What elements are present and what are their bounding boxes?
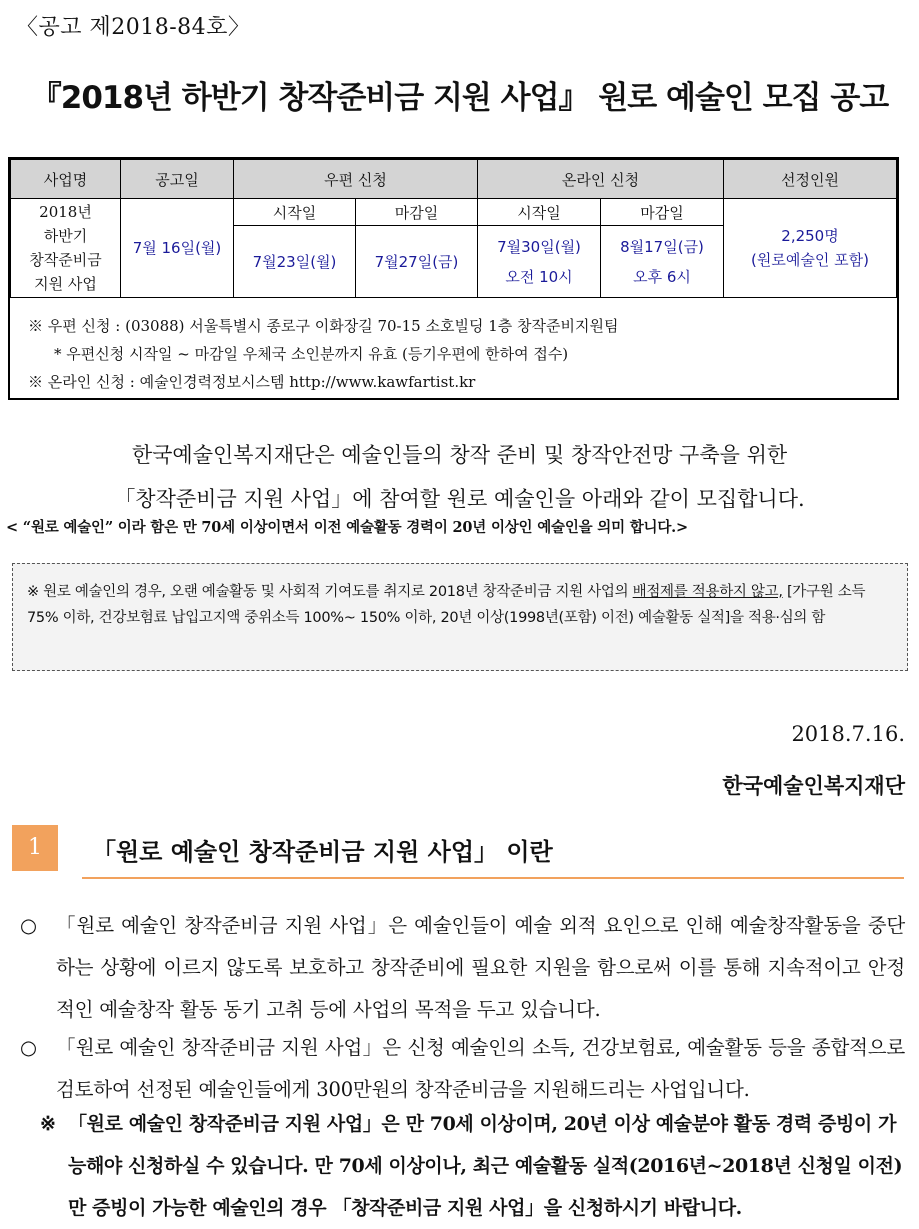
bullet-icon: ○ <box>20 1036 37 1059</box>
intro-line: 「창작준비금 지원 사업」에 참여할 원로 예술인을 아래와 같이 모집합니다. <box>114 487 805 511</box>
note-mail: ※ 우편 신청 : (03088) 서울특별시 종로구 이화장길 70-15 소호빌딩 1층 창작준비지원팀 <box>28 317 619 335</box>
notice-date: 2018.7.16. <box>791 722 905 746</box>
reference-mark-icon: ※ <box>40 1113 56 1135</box>
criteria-box <box>12 563 908 671</box>
business-name-line: 창작준비금 <box>29 251 102 269</box>
note-mail-validity: * 우편신청 시작일 ~ 마감일 우체국 소인분까지 유효 (등기우편에 한하여 접수) <box>54 345 569 363</box>
header-selection: 선정인원 <box>724 160 897 199</box>
definition-note: < “원로 예술인” 이라 함은 만 70세 이상이면서 이전 예술활동 경력이 20년 이상인 예술인을 의미 합니다.> <box>6 519 688 536</box>
mail-start-label: 시작일 <box>234 199 356 226</box>
announce-date: 7월 16일(월) <box>121 199 234 298</box>
intro-line: 한국예술인복지재단은 예술인들의 창작 준비 및 창작안전망 구축을 위한 <box>131 443 788 467</box>
header-mail: 우편 신청 <box>234 160 478 199</box>
online-end-time: 오후 6시 <box>633 267 691 286</box>
eligibility-note <box>40 1103 906 1229</box>
notice-number: 〈공고 제2018-84호〉 <box>16 15 251 40</box>
schedule-table <box>8 157 899 400</box>
header-announce: 공고일 <box>121 160 234 199</box>
mail-start-date: 7월23일(월) <box>234 226 356 298</box>
online-end-label: 마감일 <box>601 199 724 226</box>
eligibility-text: 「원로 예술인 창작준비금 지원 사업」은 만 70세 이상이며, 20년 이상 예술분야 활동 경력 증빙이 가능해야 신청하실 수 있습니다. 만 70세 이상이나, 최근 예술활동 실적(2016년~2018년 신청일 이전)만 증빙이 가능한 예술인의 경우 「창작준비금 지원 사업」을 신청하시기 바랍니다. <box>68 1113 903 1219</box>
business-name-line: 하반기 <box>43 227 88 245</box>
table-notes <box>10 300 897 396</box>
online-end-date: 8월17일(금) <box>620 237 704 256</box>
mail-end-date: 7월27일(금) <box>356 226 478 298</box>
section-number: 1 <box>12 825 58 871</box>
paragraph <box>20 905 905 1031</box>
criteria-underlined: 배점제를 적용하지 않고, <box>632 584 783 600</box>
selection-note: (원로예술인 포함) <box>751 251 869 269</box>
business-name-line: 2018년 <box>39 203 92 221</box>
mail-end-label: 마감일 <box>356 199 478 226</box>
online-start-time: 오전 10시 <box>505 267 573 286</box>
page-title: 『2018년 하반기 창작준비금 지원 사업』 원로 예술인 모집 공고 <box>30 80 889 116</box>
online-start-cell <box>478 226 601 298</box>
selection-cell <box>724 199 897 298</box>
section-title: 「원로 예술인 창작준비금 지원 사업」 이란 <box>82 826 904 879</box>
paragraph-text: 「원로 예술인 창작준비금 지원 사업」은 예술인들이 예술 외적 요인으로 인해 예술창작활동을 중단하는 상황에 이르지 않도록 보호하고 창작준비에 필요한 지원을 함으로써 이를 통해 지속적이고 안정적인 예술창작 활동 동기 고취 등에 사업의 목적을 두고 있습니다. <box>56 914 905 1021</box>
business-name-line: 지원 사업 <box>34 275 97 293</box>
bullet-icon: ○ <box>20 914 37 937</box>
selection-count: 2,250명 <box>781 227 839 245</box>
header-online: 온라인 신청 <box>478 160 724 199</box>
paragraph-text: 「원로 예술인 창작준비금 지원 사업」은 신청 예술인의 소득, 건강보험료, 예술활동 등을 종합적으로 검토하여 선정된 예술인들에게 300만원의 창작준비금을 지원해드리는 사업입니다. <box>56 1036 905 1101</box>
business-name-cell <box>11 199 121 298</box>
criteria-text: [가구원 소득 75% 이하, 건강보험료 납입고지액 중위소득 100%~ 150% 이하, 20년 이상(1998년(포함) 이전) 예술활동 실적]을 적용·심의 함 <box>27 584 866 626</box>
paragraph <box>20 1027 905 1111</box>
online-start-label: 시작일 <box>478 199 601 226</box>
criteria-text: ※ 원로 예술인의 경우, 오랜 예술활동 및 사회적 기여도를 취지로 2018년 창작준비금 지원 사업의 <box>27 584 633 600</box>
note-online: ※ 온라인 신청 : 예술인경력정보시스템 http://www.kawfartist.kr <box>28 373 476 391</box>
online-end-cell <box>601 226 724 298</box>
organization-name: 한국예술인복지재단 <box>722 773 905 798</box>
header-business: 사업명 <box>11 160 121 199</box>
online-start-date: 7월30일(월) <box>497 237 581 256</box>
